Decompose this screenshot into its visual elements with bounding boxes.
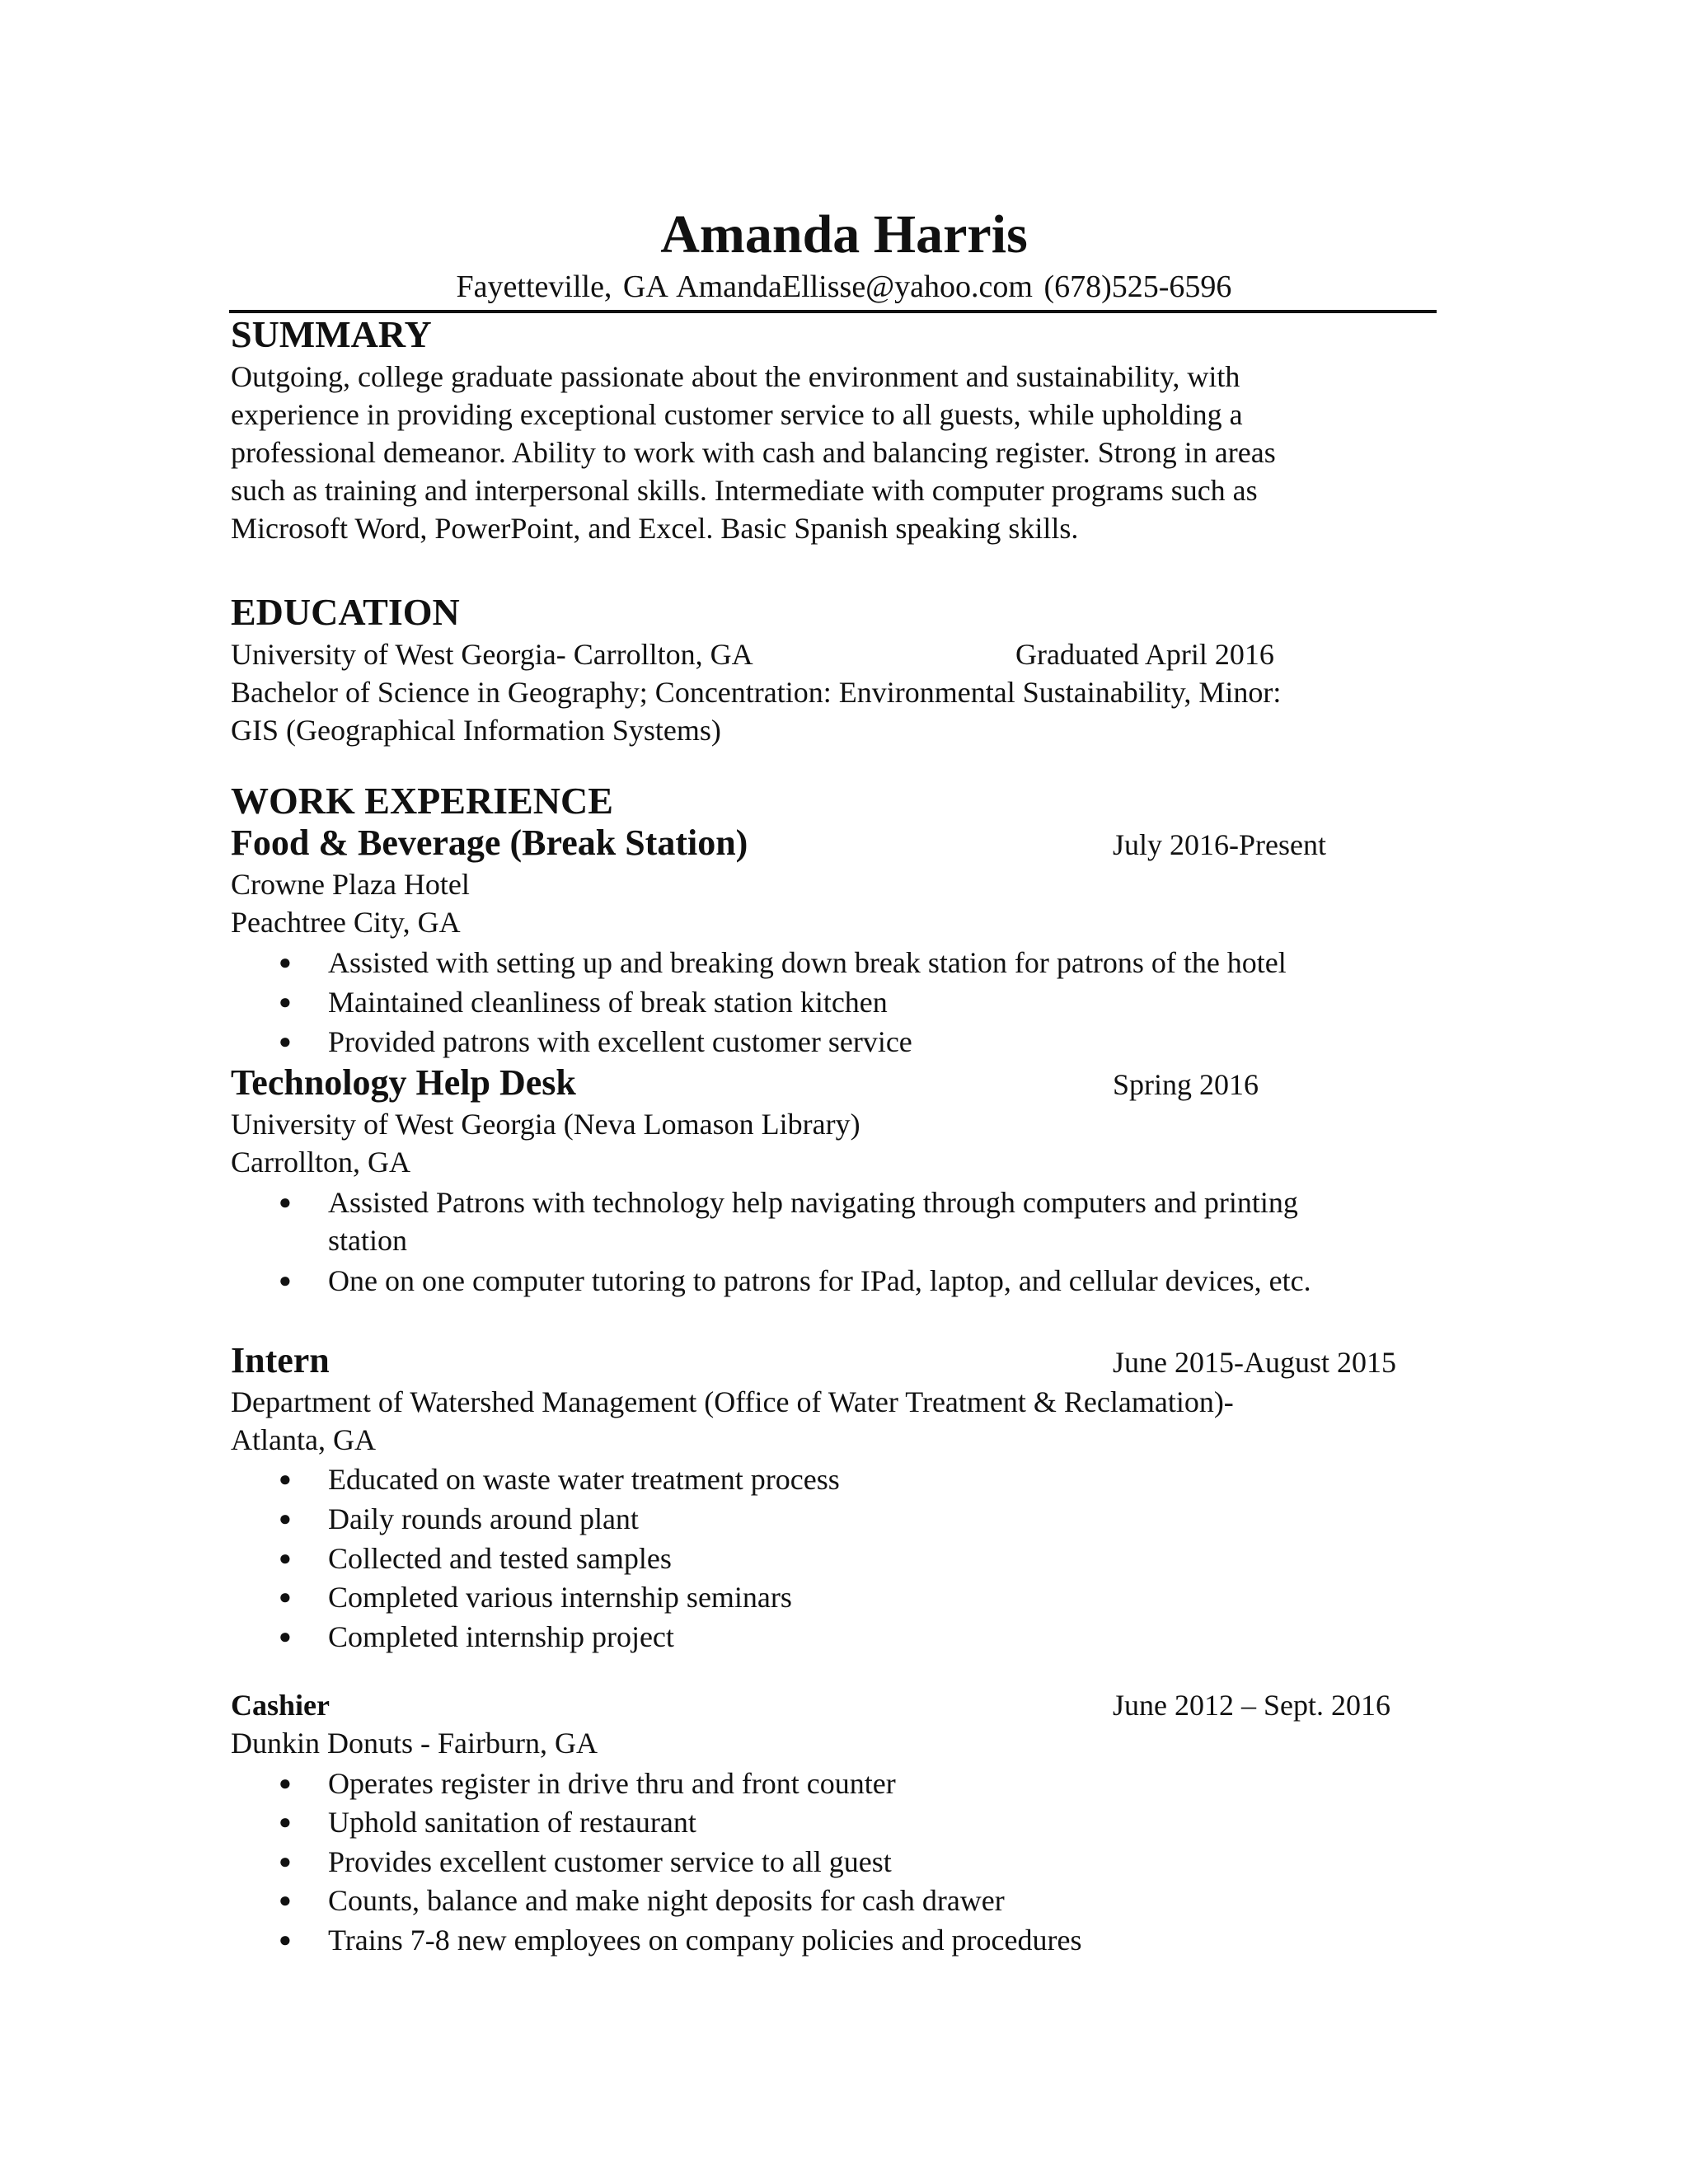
job-bullet-text: Daily rounds around plant <box>328 1502 639 1535</box>
job-title: Food & Beverage (Break Station) <box>231 823 748 863</box>
bullet-icon: ● <box>279 1771 292 1795</box>
summary-line: such as training and interpersonal skills. Intermediate with computer programs such as <box>231 474 1258 507</box>
job-date: June 2015-August 2015 <box>1113 1346 1396 1379</box>
job-bullet-text: Assisted Patrons with technology help navigating through computers and printing <box>328 1186 1298 1219</box>
summary-line: professional demeanor. Ability to work with cash and balancing register. Strong in areas <box>231 436 1276 469</box>
job-date: June 2012 – Sept. 2016 <box>1113 1689 1390 1722</box>
bullet-icon: ● <box>279 1810 292 1834</box>
job-org-line: Department of Watershed Management (Office of Water Treatment & Reclamation)- <box>231 1385 1234 1418</box>
bullet-icon: ● <box>279 1467 292 1491</box>
job-date: Spring 2016 <box>1113 1068 1259 1101</box>
job-bullet-text: Collected and tested samples <box>328 1542 672 1575</box>
summary-heading: SUMMARY <box>231 313 432 355</box>
job-bullet-text: One on one computer tutoring to patrons for IPad, laptop, and cellular devices, etc. <box>328 1264 1311 1297</box>
job-bullet-text: Trains 7-8 new employees on company policies and procedures <box>328 1924 1082 1957</box>
bullet-icon: ● <box>279 1268 292 1292</box>
candidate-name: Amanda Harris <box>660 204 1028 265</box>
job-title: Cashier <box>231 1689 330 1722</box>
education-school: University of West Georgia- Carrollton, GA <box>231 638 753 671</box>
bullet-icon: ● <box>279 1888 292 1912</box>
education-degree-line: GIS (Geographical Information Systems) <box>231 714 721 747</box>
bullet-icon: ● <box>279 950 292 974</box>
job-org-line: Dunkin Donuts - Fairburn, GA <box>231 1727 598 1760</box>
job-bullet-text: station <box>328 1224 407 1257</box>
bullet-icon: ● <box>279 1546 292 1570</box>
job-date: July 2016-Present <box>1113 828 1326 861</box>
summary-line: experience in providing exceptional customer service to all guests, while upholding a <box>231 398 1243 431</box>
bullet-icon: ● <box>279 990 292 1014</box>
bullet-icon: ● <box>279 1849 292 1873</box>
job-org-line: Crowne Plaza Hotel <box>231 868 470 901</box>
bullet-icon: ● <box>279 1029 292 1053</box>
work-experience-heading: WORK EXPERIENCE <box>231 780 613 822</box>
job-bullet-text: Assisted with setting up and breaking down break station for patrons of the hotel <box>328 946 1287 979</box>
education-date: Graduated April 2016 <box>1015 638 1274 671</box>
education-degree-line: Bachelor of Science in Geography; Concentration: Environmental Sustainability, Minor: <box>231 676 1282 709</box>
bullet-icon: ● <box>279 1928 292 1952</box>
bullet-icon: ● <box>279 1585 292 1609</box>
bullet-icon: ● <box>279 1624 292 1648</box>
education-heading: EDUCATION <box>231 591 460 633</box>
job-bullet-text: Completed internship project <box>328 1620 674 1653</box>
contact-info: Fayetteville, GA AmandaEllisse@yahoo.com (678)525-6596 <box>456 269 1232 304</box>
bullet-icon: ● <box>279 1507 292 1530</box>
job-org-line: Peachtree City, GA <box>231 906 461 939</box>
job-title: Technology Help Desk <box>231 1062 576 1103</box>
job-bullet-text: Completed various internship seminars <box>328 1581 792 1614</box>
job-bullet-text: Provides excellent customer service to all guest <box>328 1845 892 1878</box>
job-bullet-text: Maintained cleanliness of break station kitchen <box>328 986 888 1019</box>
job-bullet-text: Operates register in drive thru and front counter <box>328 1767 896 1800</box>
job-org-line: University of West Georgia (Neva Lomason Library) <box>231 1108 860 1141</box>
bullet-icon: ● <box>279 1190 292 1214</box>
job-bullet-text: Uphold sanitation of restaurant <box>328 1806 696 1839</box>
job-bullet-text: Counts, balance and make night deposits for cash drawer <box>328 1884 1005 1917</box>
job-title: Intern <box>231 1340 330 1380</box>
summary-line: Outgoing, college graduate passionate about the environment and sustainability, with <box>231 360 1240 393</box>
job-bullet-text: Provided patrons with excellent customer service <box>328 1025 912 1058</box>
job-org-line: Carrollton, GA <box>231 1146 410 1179</box>
job-bullet-text: Educated on waste water treatment process <box>328 1463 840 1496</box>
job-org-line: Atlanta, GA <box>231 1423 376 1456</box>
summary-line: Microsoft Word, PowerPoint, and Excel. Basic Spanish speaking skills. <box>231 512 1079 545</box>
